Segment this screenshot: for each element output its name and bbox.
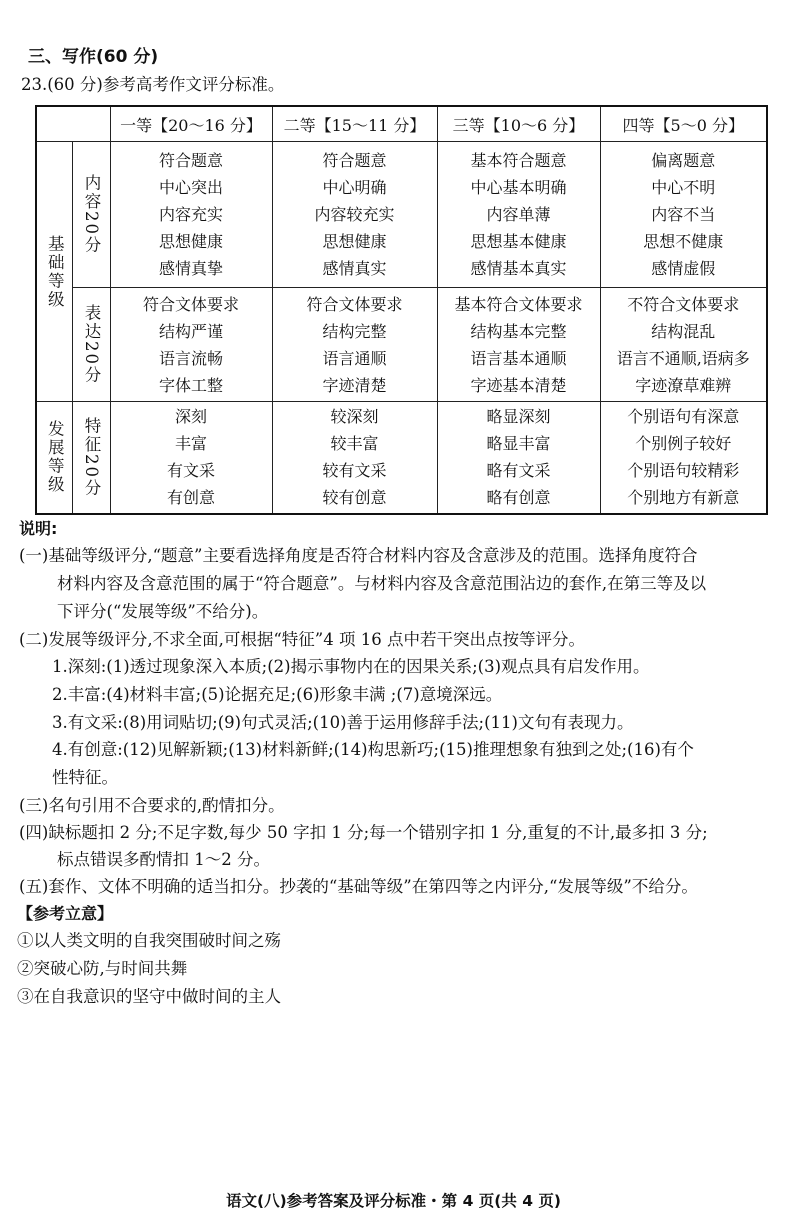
note-2-item-2: 2.丰富:(4)材料丰富;(5)论据充足;(6)形象丰满 ;(7)意境深远。: [52, 685, 503, 704]
content-cell-grade-4: 偏离题意 中心不明 内容不当 思想不健康 感情虚假: [600, 142, 767, 288]
note-1-line-3: 下评分(“发展等级”不给分)。: [57, 602, 269, 621]
feature-label: 特征20分: [72, 402, 110, 514]
note-3: (三)名句引用不合要求的,酌情扣分。: [19, 796, 285, 815]
table-corner: [36, 106, 110, 142]
header-grade-3: 三等【10～6 分】: [437, 106, 600, 142]
notes-title: 说明:: [19, 519, 58, 538]
note-5: (五)套作、文体不明确的适当扣分。抄袭的“基础等级”在第四等之内评分,“发展等级”不给分。: [19, 877, 698, 896]
content-cell-grade-3: 基本符合题意 中心基本明确 内容单薄 思想基本健康 感情基本真实: [437, 142, 600, 288]
header-grade-4: 四等【5～0 分】: [600, 106, 767, 142]
base-level-label: 基础等级: [36, 142, 72, 402]
page-footer: 语文(八)参考答案及评分标准・第 4 页(共 4 页): [226, 1192, 561, 1210]
note-2-item-4-line-1: 4.有创意:(12)见解新颖;(13)材料新鲜;(14)构思新巧;(15)推理想象有独到之处;(16)有个: [52, 740, 694, 759]
feature-cell-grade-3: 略显深刻 略显丰富 略有文采 略有创意: [437, 402, 600, 514]
section-heading: 三、写作(60 分): [28, 47, 159, 67]
expression-label: 表达20分: [72, 288, 110, 402]
reference-item-2: ②突破心防,与时间共舞: [17, 959, 188, 978]
expression-cell-grade-1: 符合文体要求 结构严谨 语言流畅 字体工整: [110, 288, 272, 402]
note-2: (二)发展等级评分,不求全面,可根据“特征”4 项 16 点中若干突出点按等评分。: [19, 630, 585, 649]
feature-cell-grade-4: 个别语句有深意 个别例子较好 个别语句较精彩 个别地方有新意: [600, 402, 767, 514]
note-2-item-1: 1.深刻:(1)透过现象深入本质;(2)揭示事物内在的因果关系;(3)观点具有启发作用。: [52, 657, 650, 676]
header-grade-1: 一等【20～16 分】: [110, 106, 272, 142]
dev-level-label: 发展等级: [36, 402, 72, 514]
reference-item-3: ③在自我意识的坚守中做时间的主人: [17, 987, 281, 1006]
reference-title: 【参考立意】: [17, 904, 114, 923]
note-1-line-2: 材料内容及含意范围的属于“符合题意”。与材料内容及含意范围沾边的套作,在第三等及以: [57, 574, 707, 593]
expression-cell-grade-2: 符合文体要求 结构完整 语言通顺 字迹清楚: [272, 288, 437, 402]
note-2-item-3: 3.有文采:(8)用词贴切;(9)句式灵活;(10)善于运用修辞手法;(11)文句有表现力。: [52, 713, 634, 732]
note-2-item-4-line-2: 性特征。: [52, 768, 118, 787]
expression-cell-grade-3: 基本符合文体要求 结构基本完整 语言基本通顺 字迹基本清楚: [437, 288, 600, 402]
reference-item-1: ①以人类文明的自我突围破时间之殇: [17, 931, 281, 950]
note-4-line-2: 标点错误多酌情扣 1～2 分。: [57, 850, 270, 869]
feature-cell-grade-1: 深刻 丰富 有文采 有创意: [110, 402, 272, 514]
question-line: 23.(60 分)参考高考作文评分标准。: [21, 75, 285, 94]
expression-cell-grade-4: 不符合文体要求 结构混乱 语言不通顺,语病多 字迹潦草难辨: [600, 288, 767, 402]
scoring-table: [35, 105, 768, 515]
note-4-line-1: (四)缺标题扣 2 分;不足字数,每少 50 字扣 1 分;每一个错别字扣 1 分,重复的不计,最多扣 3 分;: [19, 823, 708, 842]
feature-cell-grade-2: 较深刻 较丰富 较有文采 较有创意: [272, 402, 437, 514]
note-1-line-1: (一)基础等级评分,“题意”主要看选择角度是否符合材料内容及含意涉及的范围。选择角度符合: [19, 546, 698, 565]
header-grade-2: 二等【15～11 分】: [272, 106, 437, 142]
content-label: 内容20分: [72, 142, 110, 288]
content-cell-grade-2: 符合题意 中心明确 内容较充实 思想健康 感情真实: [272, 142, 437, 288]
content-cell-grade-1: 符合题意 中心突出 内容充实 思想健康 感情真挚: [110, 142, 272, 288]
